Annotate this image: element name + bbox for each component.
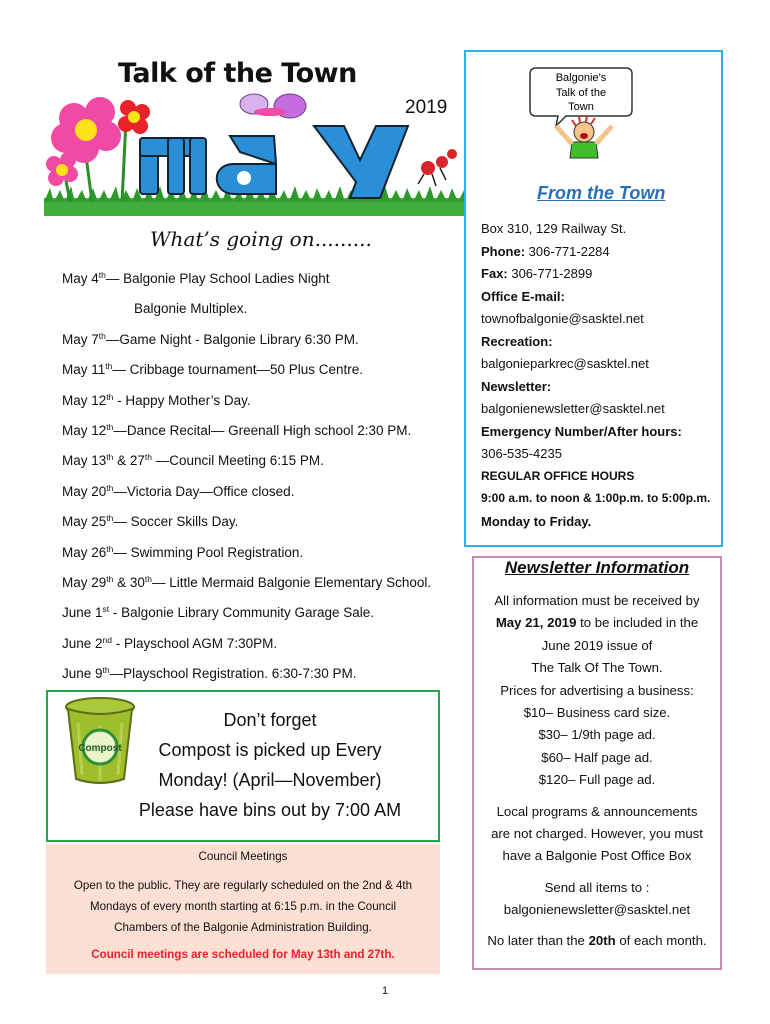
price-item: $120– Full page ad. bbox=[538, 772, 656, 788]
day-of-month: 20th bbox=[588, 933, 616, 949]
logo-line-2: Talk of the bbox=[555, 87, 607, 99]
council-line: Mondays of every month starting at 6:15 p.m. in the Council bbox=[89, 900, 397, 913]
compost-line: Monday! (April—November) bbox=[158, 770, 382, 790]
bin-label: Compost bbox=[78, 743, 122, 754]
page-number: 1 bbox=[381, 985, 389, 997]
council-meetings-box bbox=[46, 844, 440, 974]
compost-line: Don’t forget bbox=[223, 710, 317, 730]
event-item: June 2nd - Playschool AGM 7:30PM. bbox=[62, 634, 278, 651]
talk-of-town-logo bbox=[526, 62, 636, 162]
received-by-line: All information must be received by bbox=[494, 593, 700, 608]
may-letters bbox=[140, 126, 408, 198]
newsletter-heading: Newsletter Information bbox=[504, 558, 690, 577]
compost-line: Please have bins out by 7:00 AM bbox=[138, 800, 402, 820]
event-item: May 11th— Cribbage tournament—50 Plus Centre. bbox=[62, 361, 364, 378]
contact-line: balgonieparkrec@sasktel.net bbox=[481, 356, 649, 371]
compost-text bbox=[105, 707, 435, 827]
whats-going-on-heading: What’s going on......... bbox=[150, 227, 372, 251]
red-flower-icon bbox=[118, 100, 150, 134]
contact-line: Emergency Number/After hours: bbox=[481, 423, 682, 439]
price-item: $30– 1/9th page ad. bbox=[538, 727, 656, 743]
butterfly-icon bbox=[240, 94, 306, 118]
free-note-line: Local programs & announcements bbox=[496, 803, 698, 819]
ant-icon bbox=[418, 149, 457, 186]
event-item: May 7th—Game Night - Balgonie Library 6:30 PM. bbox=[62, 330, 359, 347]
event-item: June 1st - Balgonie Library Community Garage Sale. bbox=[62, 604, 375, 621]
council-title: Council Meetings bbox=[198, 850, 288, 863]
price-item: $60– Half page ad. bbox=[541, 749, 653, 765]
event-item: May 26th— Swimming Pool Registration. bbox=[62, 543, 304, 560]
may-banner-illustration bbox=[44, 90, 464, 216]
council-line: Open to the public. They are regularly scheduled on the 2nd & 4th bbox=[73, 879, 413, 892]
contact-line: Office E-mail: bbox=[481, 288, 565, 304]
contact-line: balgonienewsletter@sasktel.net bbox=[481, 401, 665, 416]
paper-name-line: The Talk Of The Town. bbox=[531, 660, 663, 676]
contact-line: REGULAR OFFICE HOURS bbox=[481, 468, 635, 483]
contact-line: Recreation: bbox=[481, 333, 553, 349]
event-item: June 9th—Playschool Registration. 6:30-7:30 PM. bbox=[62, 665, 357, 682]
year-label: 2019 bbox=[405, 97, 448, 118]
prices-intro: Prices for advertising a business: bbox=[500, 682, 694, 698]
from-the-town-heading: From the Town bbox=[537, 183, 666, 203]
issue-line: June 2019 issue of bbox=[541, 637, 653, 653]
event-item: May 12th - Happy Mother’s Day. bbox=[62, 391, 251, 408]
contact-line: Newsletter: bbox=[481, 378, 552, 394]
council-note: Council meetings are scheduled for May 13th and 27th. bbox=[91, 948, 395, 961]
contact-details bbox=[481, 220, 721, 535]
send-to-line: Send all items to : bbox=[544, 879, 650, 895]
free-note-line: have a Balgonie Post Office Box bbox=[502, 848, 692, 864]
free-note-line: are not charged. However, you must bbox=[491, 825, 703, 841]
contact-line: Monday to Friday. bbox=[481, 513, 592, 529]
newsletter-email: balgonienewsletter@sasktel.net bbox=[503, 902, 691, 918]
event-item: May 4th— Balgonie Play School Ladies Night bbox=[62, 270, 330, 286]
compost-line: Compost is picked up Every bbox=[158, 740, 382, 760]
cheering-person-icon bbox=[556, 115, 612, 158]
contact-line: Fax: 306-771-2899 bbox=[481, 266, 593, 281]
price-item: $10– Business card size. bbox=[523, 704, 671, 720]
event-item: May 12th—Dance Recital— Greenall High school 2:30 PM. bbox=[62, 421, 412, 438]
contact-line: Phone: 306-771-2284 bbox=[481, 243, 610, 259]
page-title: Talk of the Town bbox=[118, 58, 357, 89]
contact-line: 306-535-4235 bbox=[481, 446, 562, 461]
contact-line: townofbalgonie@sasktel.net bbox=[481, 311, 644, 326]
logo-line-3: Town bbox=[568, 101, 594, 113]
deadline-date: May 21, 2019 bbox=[495, 615, 577, 631]
events-list bbox=[62, 270, 462, 695]
pink-small-flower-icon bbox=[46, 152, 78, 186]
logo-line-1: Balgonie’s bbox=[555, 72, 607, 84]
newsletter-body: All information must be received by May 21, 2019 to be included in the June 2019 issue of The Talk Of The Town. Prices for advertising a business: $10– Business card size. $30– 1/9th page ad. $60– Half page ad. $120– Full page ad. Local programs & announcements are not charged. However, you must have a Balgonie Post Office Box Send all items to : balgonienewsletter@sasktel.net No later than the 20th of each month. bbox=[474, 592, 720, 955]
contact-line: Box 310, 129 Railway St. bbox=[481, 221, 627, 236]
event-item: May 25th— Soccer Skills Day. bbox=[62, 513, 239, 530]
council-line: Chambers of the Balgonie Administration Building. bbox=[114, 921, 372, 934]
pink-flower-icon bbox=[51, 97, 121, 163]
event-item: May 29th & 30th— Little Mermaid Balgonie Elementary School. bbox=[62, 573, 432, 590]
contact-line: 9:00 a.m. to noon & 1:00p.m. to 5:00p.m. bbox=[481, 491, 711, 505]
event-item: May 13th & 27th —Council Meeting 6:15 PM. bbox=[62, 452, 324, 469]
event-item: May 20th—Victoria Day—Office closed. bbox=[62, 482, 295, 499]
event-item: Balgonie Multiplex. bbox=[134, 301, 248, 317]
